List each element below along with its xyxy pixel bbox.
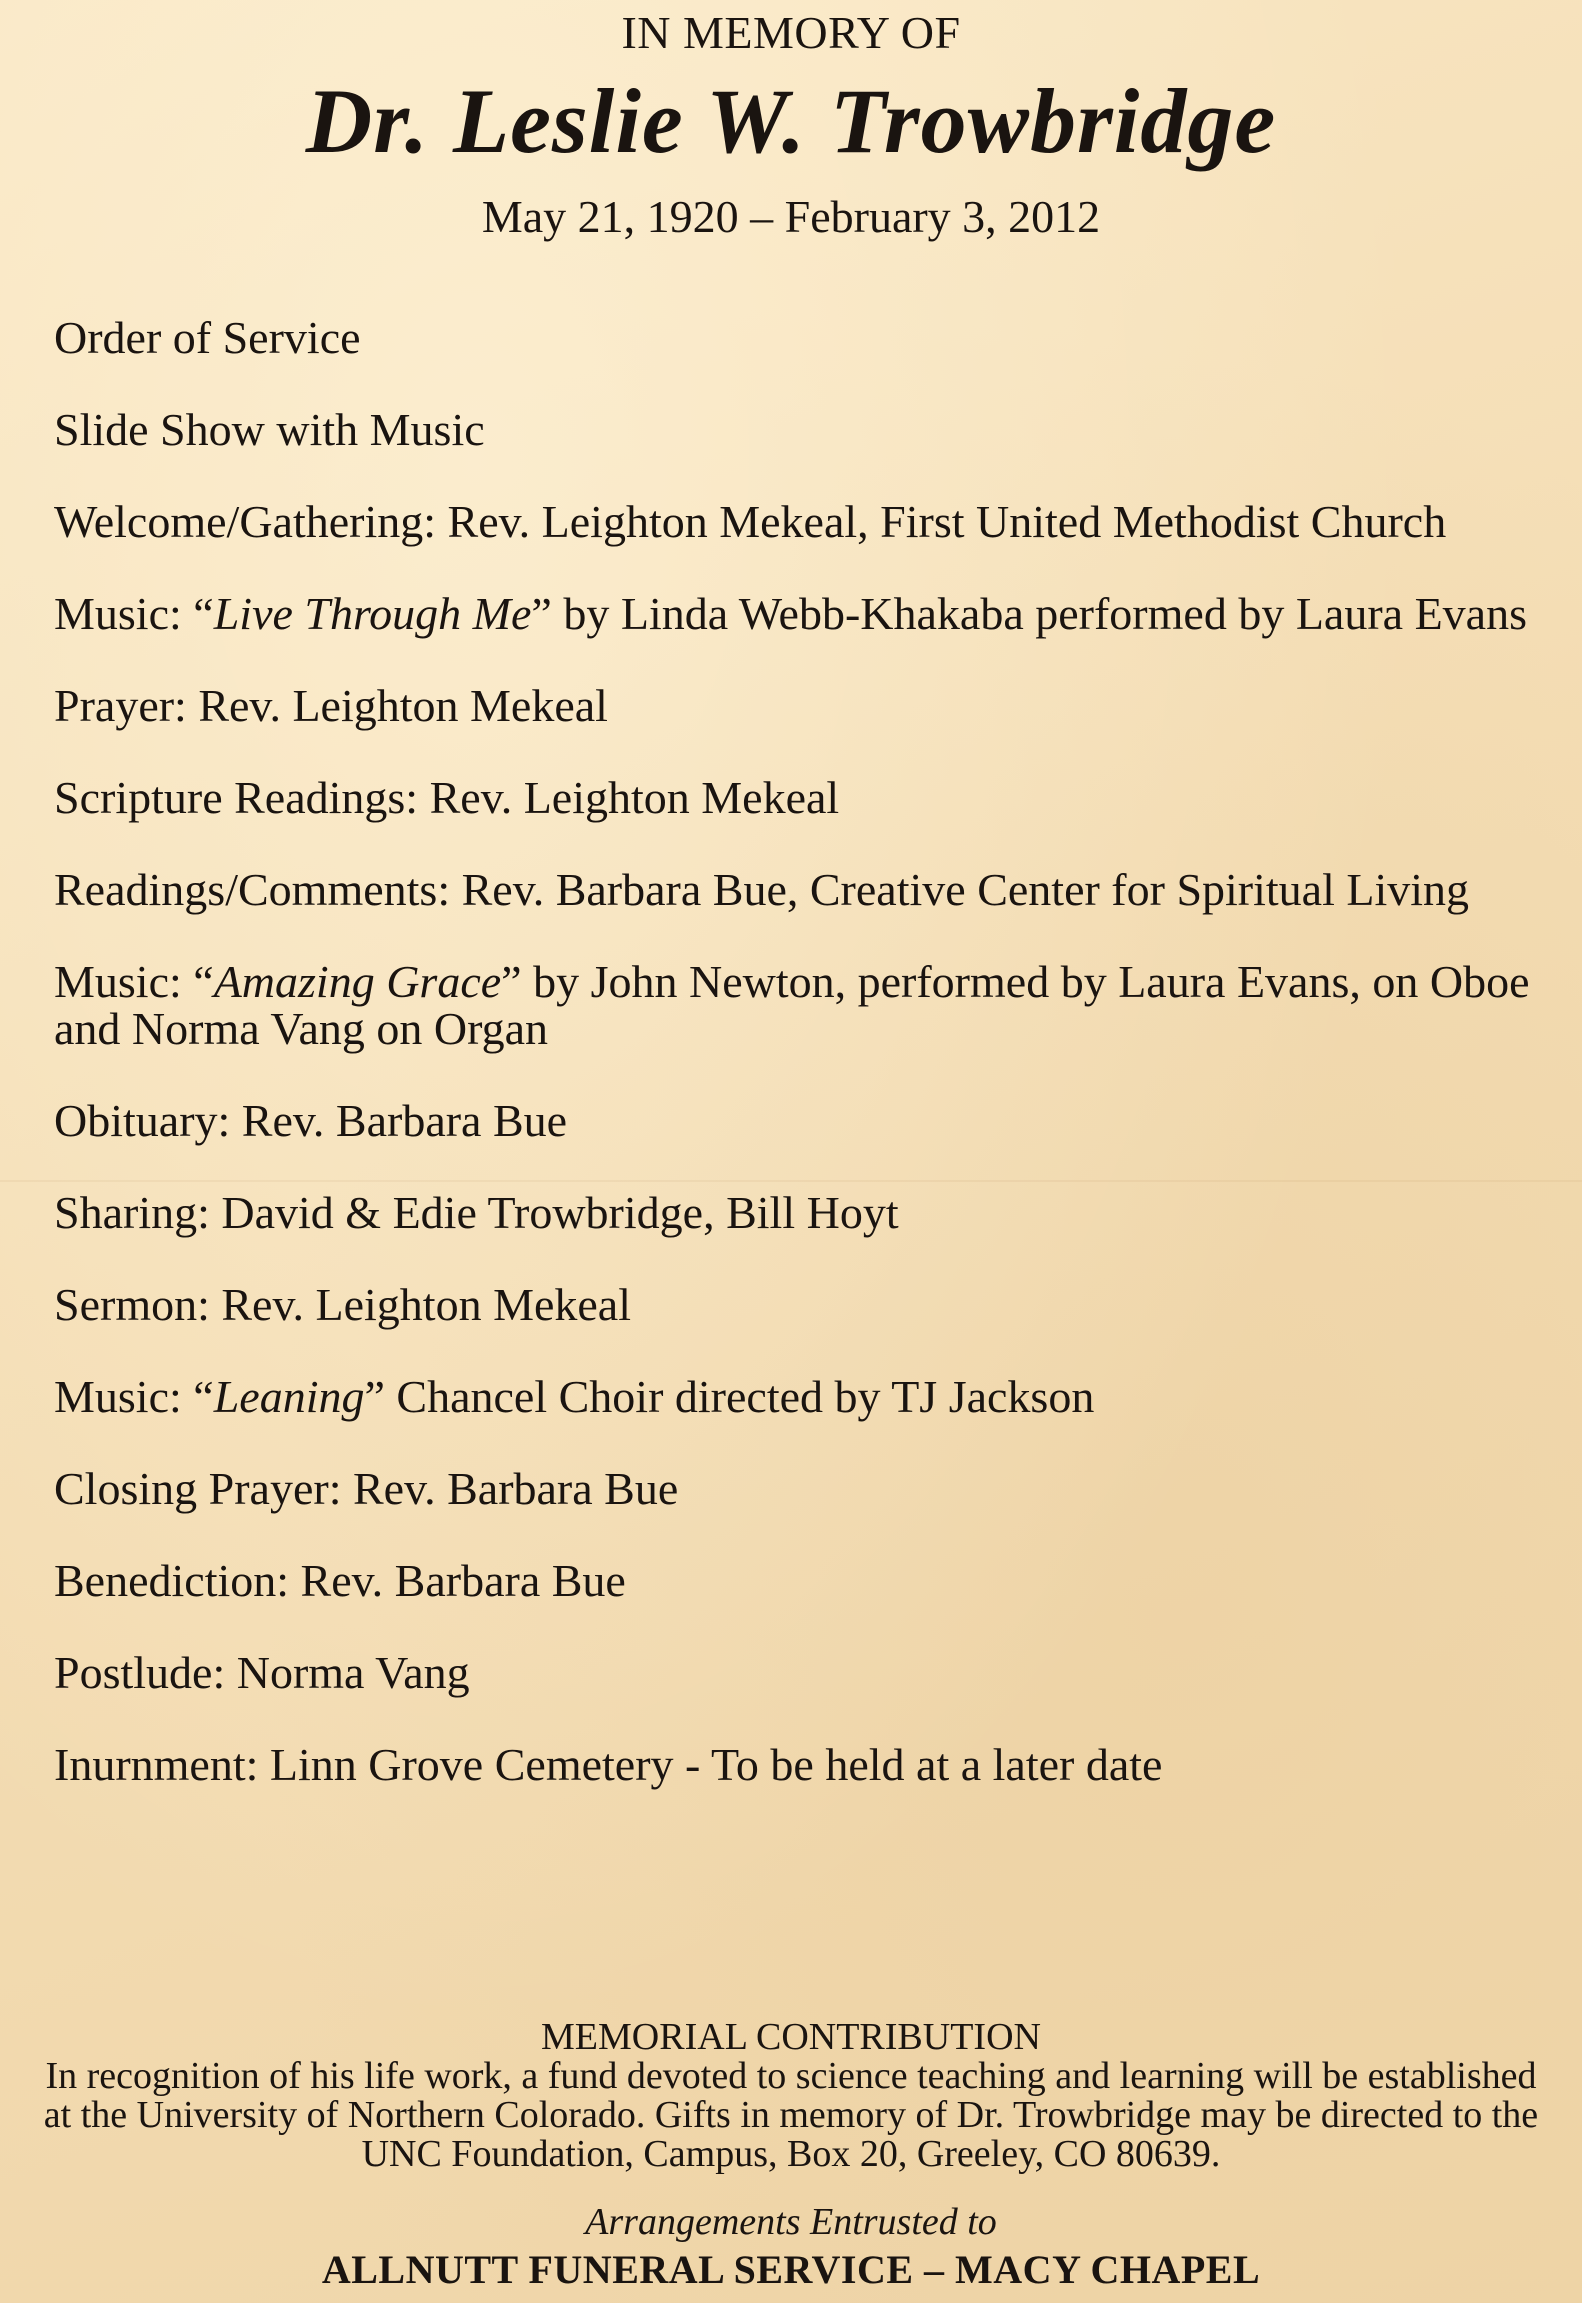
service-item-song-title: Amazing Grace	[213, 956, 502, 1007]
service-item	[54, 1741, 1554, 1788]
memorial-contribution-text: In recognition of his life work, a fund devoted to science teaching and learning will be established at the University of Northern Colorado. Gifts in memory of Dr. Trowbridge may be directed to the UNC Foundation, Campus, Box 20, Greeley, CO 80639.	[43, 2055, 1539, 2175]
service-item-text: Closing Prayer: Rev. Barbara Bue	[54, 1463, 679, 1514]
service-item	[54, 314, 1554, 361]
service-item-suffix: ” by Linda Webb-Khakaba performed by Laura Evans	[531, 588, 1527, 639]
service-item-suffix: ” by John Newton, performed by Laura Evans, on Oboe and Norma Vang on Organ	[54, 956, 1530, 1054]
service-item	[54, 1373, 1554, 1420]
service-item	[54, 866, 1554, 913]
service-item-song-title: Live Through Me	[213, 588, 532, 639]
memorial-contribution-title: MEMORIAL CONTRIBUTION	[541, 2016, 1041, 2058]
service-item	[54, 1465, 1554, 1512]
arrangements-label: Arrangements Entrusted to	[585, 2201, 997, 2243]
service-item-text: Sermon: Rev. Leighton Mekeal	[54, 1279, 631, 1330]
service-item-prefix: Music: “	[54, 1371, 214, 1422]
service-item	[54, 1189, 1554, 1236]
funeral-home-name: ALLNUTT FUNERAL SERVICE – MACY CHAPEL	[321, 2247, 1261, 2292]
service-item-text: Scripture Readings: Rev. Leighton Mekeal	[54, 772, 840, 823]
service-item-text: Welcome/Gathering: Rev. Leighton Mekeal, First United Methodist Church	[54, 496, 1447, 547]
service-item-text: Sharing: David & Edie Trowbridge, Bill Hoyt	[54, 1187, 899, 1238]
service-item	[54, 774, 1554, 821]
order-of-service-list	[54, 314, 1554, 1833]
service-item-text: Inurnment: Linn Grove Cemetery - To be held at a later date	[54, 1739, 1163, 1790]
service-item-suffix: ” Chancel Choir directed by TJ Jackson	[364, 1371, 1095, 1422]
service-item-song-title: Leaning	[213, 1371, 365, 1422]
deceased-name: Dr. Leslie W. Trowbridge	[305, 70, 1277, 172]
service-item-text: Obituary: Rev. Barbara Bue	[54, 1095, 568, 1146]
in-memory-heading: IN MEMORY OF	[621, 7, 961, 58]
service-item	[54, 958, 1554, 1052]
memorial-contribution	[40, 2018, 1542, 2174]
service-item	[54, 498, 1554, 545]
service-item	[54, 1281, 1554, 1328]
service-item-text: Order of Service	[54, 312, 361, 363]
service-item	[54, 1649, 1554, 1696]
service-item-text: Postlude: Norma Vang	[54, 1647, 470, 1698]
service-item-text: Slide Show with Music	[54, 404, 485, 455]
service-item-text: Prayer: Rev. Leighton Mekeal	[54, 680, 608, 731]
service-item	[54, 1557, 1554, 1604]
service-item-text: Readings/Comments: Rev. Barbara Bue, Creative Center for Spiritual Living	[54, 864, 1470, 915]
service-item	[54, 1097, 1554, 1144]
service-item	[54, 590, 1554, 637]
service-item-prefix: Music: “	[54, 956, 214, 1007]
service-item-text: Benediction: Rev. Barbara Bue	[54, 1555, 626, 1606]
life-dates: May 21, 1920 – February 3, 2012	[481, 191, 1101, 242]
service-item	[54, 406, 1554, 453]
service-item-prefix: Music: “	[54, 588, 214, 639]
service-item	[54, 682, 1554, 729]
